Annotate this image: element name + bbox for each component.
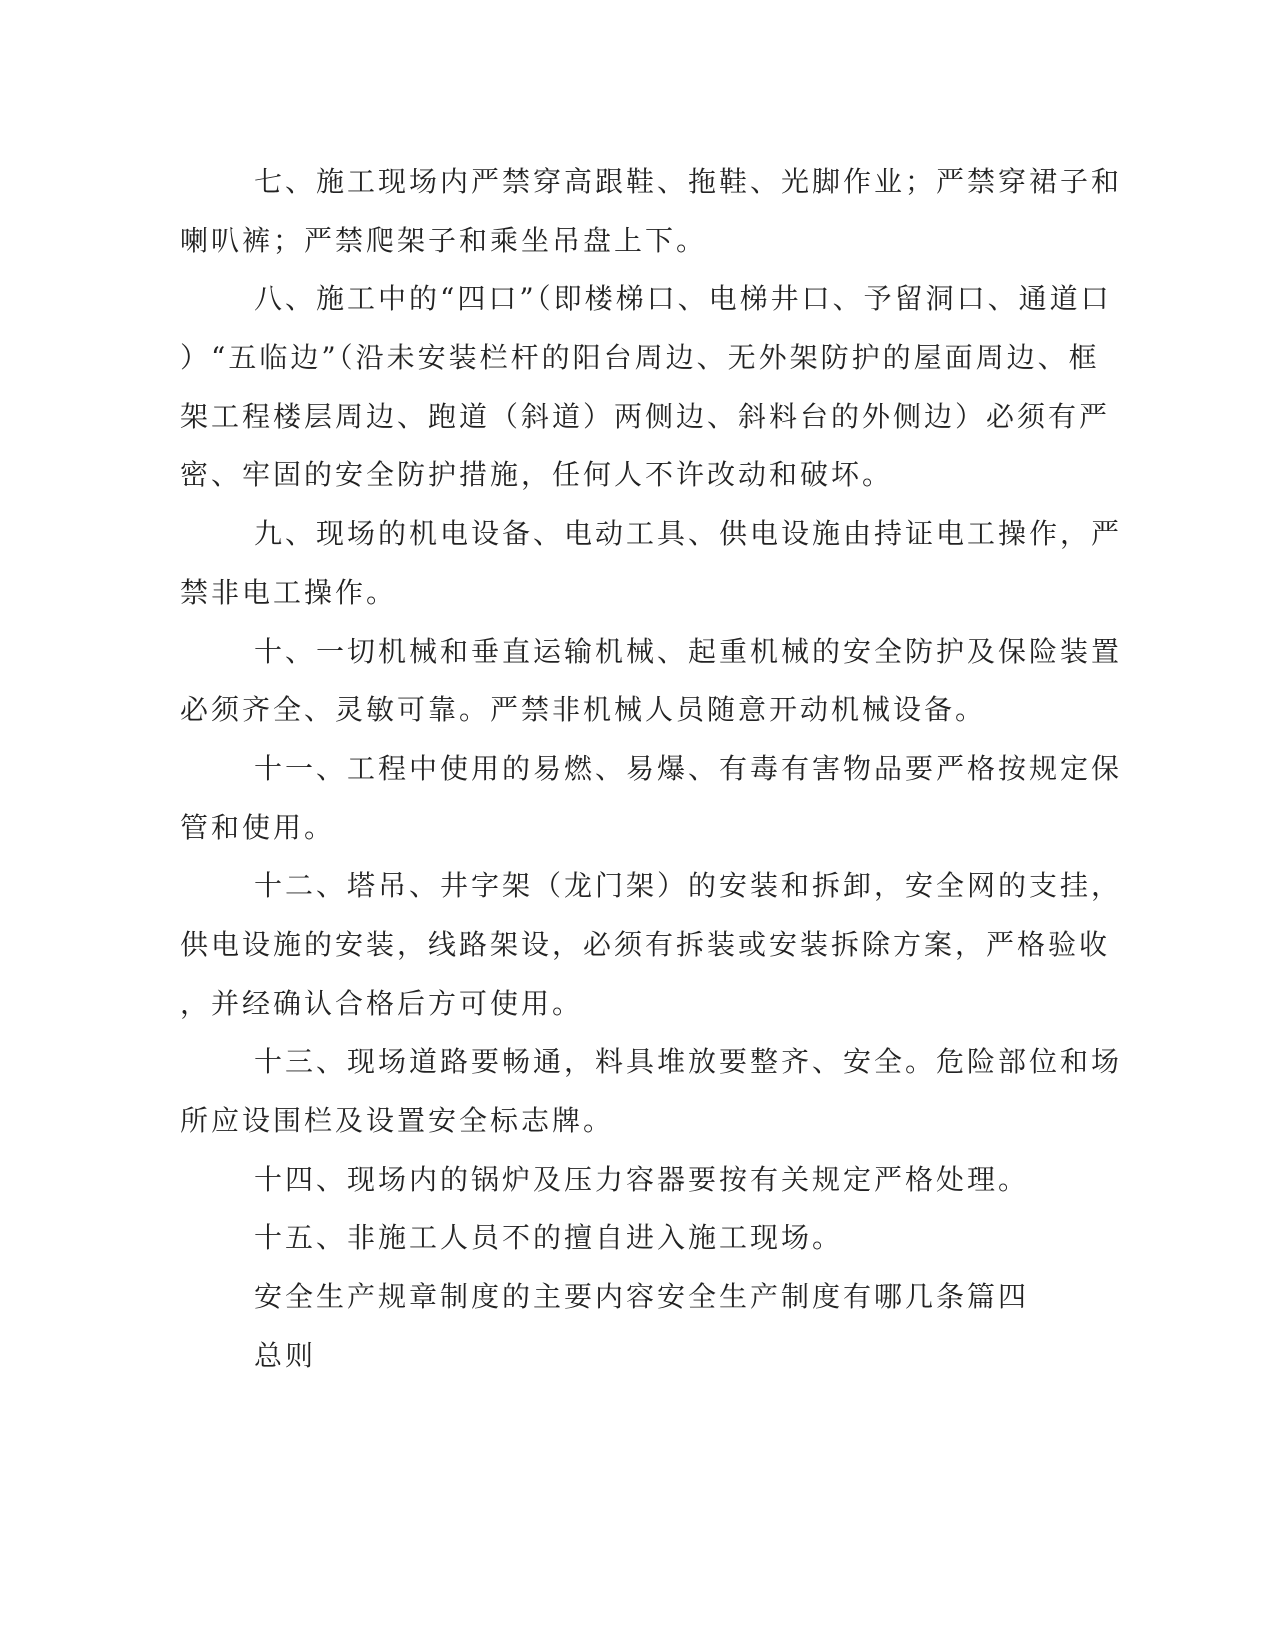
text-line: 十、一切机械和垂直运输机械、起重机械的安全防护及保险装置	[254, 634, 1123, 668]
text-line: 十二、塔吊、井字架（龙门架）的安装和拆卸，安全网的支挂，	[254, 869, 1123, 903]
text-line: 七、施工现场内严禁穿高跟鞋、拖鞋、光脚作业；严禁穿裙子和	[254, 165, 1123, 198]
section-subheading: 总则	[254, 1338, 317, 1372]
section-heading: 安全生产规章制度的主要内容安全生产制度有哪几条篇四	[254, 1280, 1030, 1314]
text-line: 十四、现场内的锅炉及压力容器要按有关规定严格处理。	[254, 1162, 1030, 1196]
text-line: 密、牢固的安全防护措施，任何人不许改动和破坏。	[180, 458, 894, 492]
document-body	[180, 158, 1123, 1390]
text-line: 九、现场的机电设备、电动工具、供电设施由持证电工操作，严	[254, 517, 1123, 551]
text-line: 禁非电工操作。	[180, 575, 398, 609]
text-line: 管和使用。	[180, 810, 336, 844]
text-line: 八、施工中的“四口”（即楼梯口、电梯井口、予留洞口、通道口	[254, 282, 1112, 316]
text-line: ）“五临边”（沿未安装栏杆的阳台周边、无外架防护的屋面周边、框	[180, 341, 1100, 375]
text-line: 必须齐全、灵敏可靠。严禁非机械人员随意开动机械设备。	[180, 693, 987, 727]
text-line: 十五、非施工人员不的擅自进入施工现场。	[254, 1221, 844, 1255]
text-line: ，并经确认合格后方可使用。	[180, 986, 584, 1020]
text-line: 所应设围栏及设置安全标志牌。	[180, 1104, 615, 1137]
text-line: 架工程楼层周边、跑道（斜道）两侧边、斜料台的外侧边）必须有严	[180, 399, 1111, 433]
text-line: 十一、工程中使用的易燃、易爆、有毒有害物品要严格按规定保	[254, 751, 1123, 785]
text-line: 供电设施的安装，线路架设，必须有拆装或安装拆除方案，严格验收	[180, 927, 1111, 961]
text-line: 喇叭裤；严禁爬架子和乘坐吊盘上下。	[180, 223, 708, 257]
text-line: 十三、现场道路要畅通，料具堆放要整齐、安全。危险部位和场	[254, 1045, 1123, 1079]
